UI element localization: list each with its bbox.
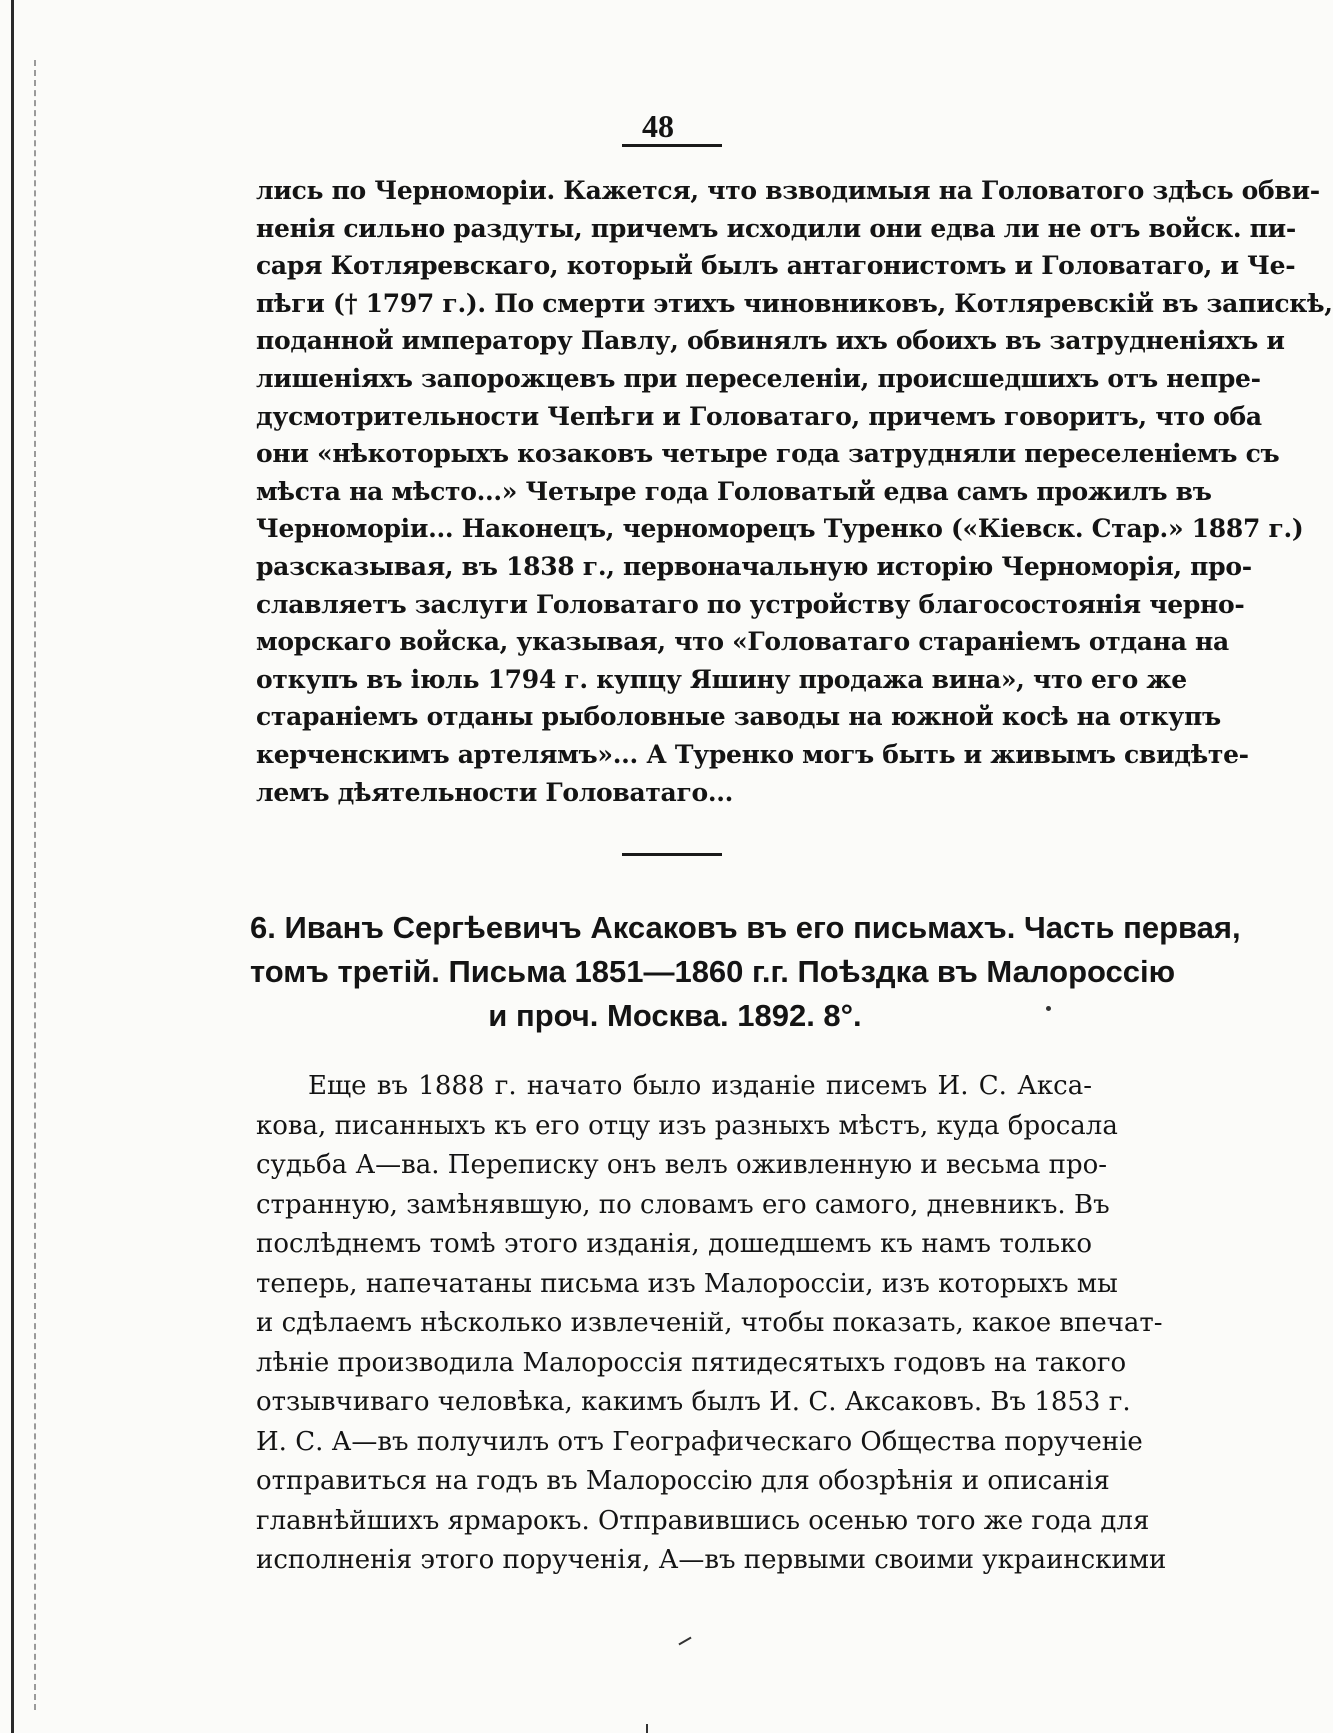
heading-line: томъ третій. Письма 1851—1860 г.г. Поѣздка въ Малороссію [250, 954, 1176, 989]
text-line: славляетъ заслуги Головатаго по устройству благосостоянія черно- [256, 589, 1245, 619]
text-line: поданной императору Павлу, обвинялъ ихъ обоихъ въ затрудненіяхъ и [256, 326, 1285, 356]
text-line: теперь, напечатаны письма изъ Малороссіи, изъ которыхъ мы [256, 1268, 1118, 1299]
text-line: Еще въ 1888 г. начато было изданіе писемъ И. С. Акса- [308, 1071, 1092, 1101]
text-line: отправиться на годъ въ Малороссію для обозрѣнія и описанія [256, 1466, 1110, 1496]
text-line: стараніемъ отданы рыболовные заводы на южной косѣ на откупъ [256, 702, 1221, 732]
text-line: они «нѣкоторыхъ козаковъ четыре года затрудняли переселеніемъ съ [256, 439, 1280, 469]
scan-speck [1046, 1006, 1051, 1011]
heading-line: и проч. Москва. 1892. 8°. [488, 998, 862, 1033]
text-line: лѣніе производила Малороссія пятидесятыхъ годовъ на такого [256, 1347, 1127, 1378]
text-line: откупъ въ іюль 1794 г. купцу Яшину продажа вина», что его же [256, 664, 1187, 694]
scan-margin-artifact [34, 60, 36, 1710]
section-heading [250, 906, 1241, 1038]
text-line: саря Котляревскаго, который былъ антагонистомъ и Головатаго, и Че- [256, 251, 1296, 281]
page-number: 48 [642, 108, 674, 144]
heading-line: 6. Иванъ Сергѣевичъ Аксаковъ въ его письмахъ. Часть первая, [250, 910, 1241, 945]
paragraph-continued [256, 172, 1333, 811]
scan-speck [646, 1724, 648, 1733]
text-line: керченскимъ артелямъ»... А Туренко могъ быть и живымъ свидѣте- [256, 739, 1249, 769]
text-line: пѣги († 1797 г.). По смерти этихъ чиновниковъ, Котляревскій въ запискѣ, [256, 288, 1333, 318]
scan-binding-edge [0, 0, 14, 1733]
text-line: дусмотрительности Чепѣги и Головатаго, причемъ говоритъ, что оба [256, 401, 1262, 431]
text-line: лишеніяхъ запорожцевъ при переселеніи, происшедшихъ отъ непре- [256, 363, 1261, 393]
text-line: разсказывая, въ 1838 г., первоначальную исторію Черноморія, про- [256, 551, 1252, 581]
text-line: И. С. А—въ получилъ отъ Географическаго Общества порученіе [256, 1426, 1143, 1457]
text-line: послѣднемъ томѣ этого изданія, дошедшемъ къ намъ только [256, 1229, 1092, 1259]
page-number-rule [622, 144, 722, 147]
text-line: судьба А—ва. Переписку онъ велъ оживленную и весьма про- [256, 1150, 1108, 1180]
text-line: ненія сильно раздуты, причемъ исходили они едва ли не отъ войск. пи- [256, 213, 1296, 243]
text-line: мѣста на мѣсто...» Четыре года Головатый едва самъ прожилъ въ [256, 476, 1212, 506]
paragraph-body [256, 1067, 1167, 1581]
text-line: главнѣйшихъ ярмарокъ. Отправившись осенью того же года для [256, 1505, 1150, 1536]
text-line: кова, писанныхъ къ его отцу изъ разныхъ мѣстъ, куда бросала [256, 1110, 1118, 1141]
text-line: лемъ дѣятельности Головатаго... [256, 777, 734, 807]
section-divider [622, 853, 722, 856]
text-line: Черноморіи... Наконецъ, черноморецъ Туренко («Кіевск. Стар.» 1887 г.) [256, 514, 1304, 544]
text-line: лись по Черноморіи. Кажется, что взводимыя на Головатого здѣсь обви- [256, 176, 1320, 205]
text-line: исполненія этого порученія, А—въ первыми своими украинскими [256, 1545, 1167, 1575]
scan-speck [678, 1637, 691, 1646]
text-line: морскаго войска, указывая, что «Головатаго стараніемъ отдана на [256, 627, 1229, 657]
text-line: и сдѣлаемъ нѣсколько извлеченій, чтобы показать, какое впечат- [256, 1308, 1163, 1338]
text-line: отзывчиваго человѣка, какимъ былъ И. С. Аксаковъ. Въ 1853 г. [256, 1387, 1131, 1417]
text-line: странную, замѣнявшую, по словамъ его самого, дневникъ. Въ [256, 1189, 1110, 1220]
